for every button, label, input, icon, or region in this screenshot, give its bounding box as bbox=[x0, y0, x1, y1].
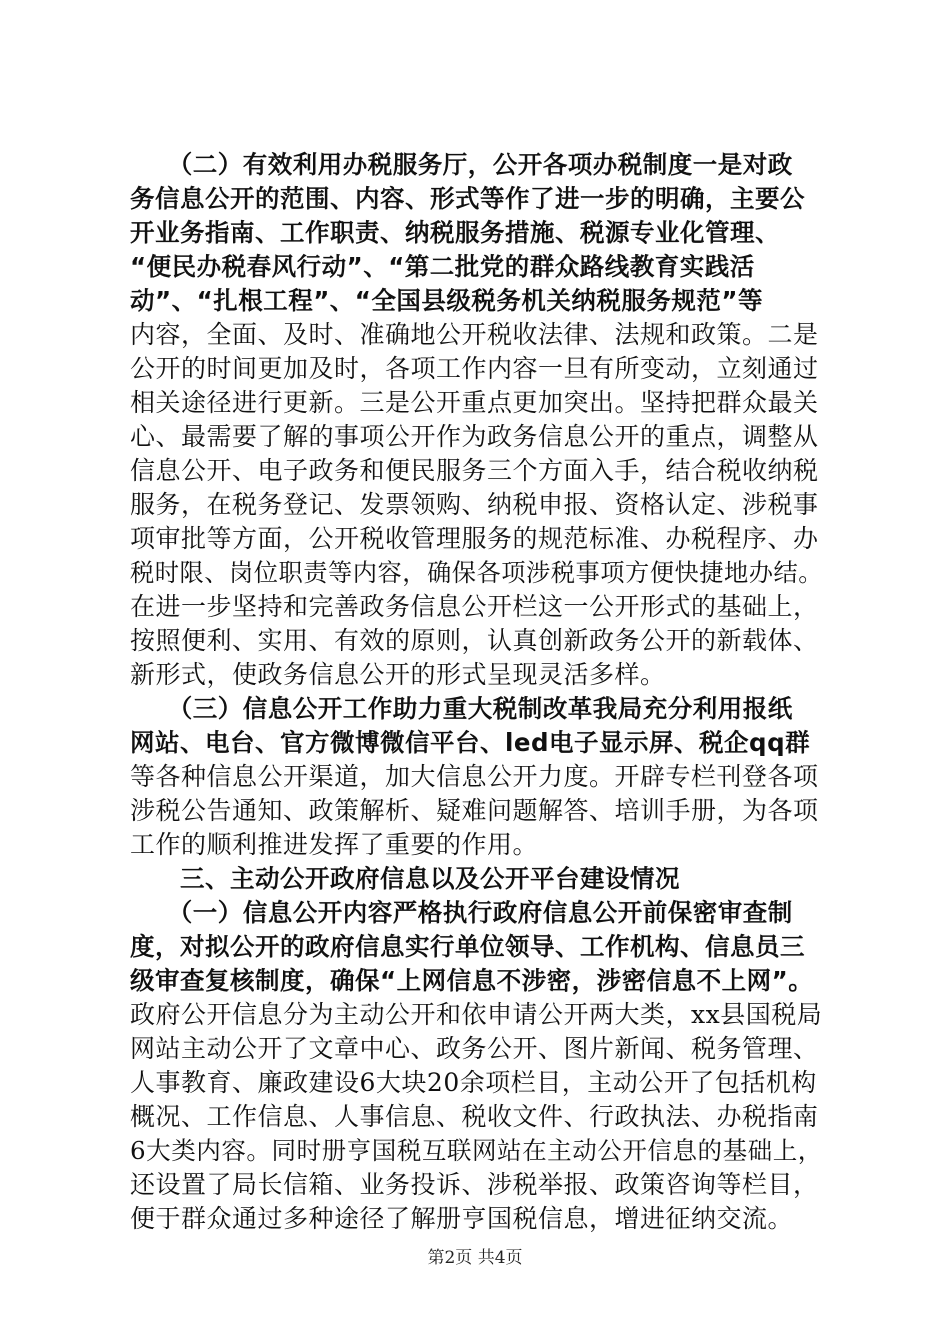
text-line: 相关途径进行更新。三是公开重点更加突出。坚持把群众最关 bbox=[130, 388, 819, 417]
text-line: 涉税公告通知、政策解析、疑难问题解答、培训手册，为各项 bbox=[130, 796, 819, 825]
text-line: （一）信息公开内容严格执行政府信息公开前保密审查制 bbox=[130, 898, 793, 927]
text-line: 等各种信息公开渠道，加大信息公开力度。开辟专栏刊登各项 bbox=[130, 762, 819, 791]
text-line: 6大类内容。同时册亨国税互联网站在主动公开信息的基础上， bbox=[130, 1136, 823, 1165]
text-line: 便于群众通过多种途径了解册亨国税信息，增进征纳交流。 bbox=[130, 1204, 794, 1233]
text-line: 务信息公开的范围、内容、形式等作了进一步的明确，主要公 bbox=[130, 184, 805, 213]
text-line: 内容，全面、及时、准确地公开税收法律、法规和政策。二是 bbox=[130, 320, 819, 349]
text-line: 政府公开信息分为主动公开和依申请公开两大类，xx县国税局 bbox=[130, 1000, 823, 1029]
text-line: 三、主动公开政府信息以及公开平台建设情况 bbox=[130, 864, 680, 893]
text-line: 信息公开、电子政务和便民服务三个方面入手，结合税收纳税 bbox=[130, 456, 819, 485]
document-body bbox=[130, 148, 830, 1236]
text-line: 还设置了局长信箱、业务投诉、涉税举报、政策咨询等栏目， bbox=[130, 1170, 819, 1199]
text-line: 新形式，使政务信息公开的形式呈现灵活多样。 bbox=[130, 660, 666, 689]
text-line: 按照便利、实用、有效的原则，认真创新政务公开的新载体、 bbox=[130, 626, 819, 655]
text-line: （二）有效利用办税服务厅，公开各项办税制度一是对政 bbox=[130, 150, 793, 179]
text-line: 心、最需要了解的事项公开作为政务信息公开的重点，调整从 bbox=[130, 422, 819, 451]
text-line: 在进一步坚持和完善政务信息公开栏这一公开形式的基础上， bbox=[130, 592, 819, 621]
text-line: 概况、工作信息、人事信息、税收文件、行政执法、办税指南 bbox=[130, 1102, 819, 1131]
text-line: 动”、“扎根工程”、“全国县级税务机关纳税服务规范”等 bbox=[130, 286, 764, 315]
text-line: “便民办税春风行动”、“第二批党的群众路线教育实践活 bbox=[130, 252, 755, 281]
text-line: 级审查复核制度，确保“上网信息不涉密，涉密信息不上网”。 bbox=[130, 966, 814, 995]
text-line: （三）信息公开工作助力重大税制改革我局充分利用报纸 bbox=[130, 694, 793, 723]
text-line: 工作的顺利推进发挥了重要的作用。 bbox=[130, 830, 539, 859]
text-line: 公开的时间更加及时，各项工作内容一旦有所变动，立刻通过 bbox=[130, 354, 819, 383]
text-line: 网站、电台、官方微博微信平台、led电子显示屏、税企qq群 bbox=[130, 728, 811, 757]
text-line: 服务，在税务登记、发票领购、纳税申报、资格认定、涉税事 bbox=[130, 490, 819, 519]
text-line: 税时限、岗位职责等内容，确保各项涉税事项方便快捷地办结。 bbox=[130, 558, 824, 587]
text-line: 度，对拟公开的政府信息实行单位领导、工作机构、信息员三 bbox=[130, 932, 805, 961]
text-line: 网站主动公开了文章中心、政务公开、图片新闻、税务管理、 bbox=[130, 1034, 819, 1063]
text-line: 项审批等方面，公开税收管理服务的规范标准、办税程序、办 bbox=[130, 524, 819, 553]
page-footer: 第2页 共4页 bbox=[427, 1248, 523, 1268]
text-line: 人事教育、廉政建设6大块20余项栏目，主动公开了包括机构 bbox=[130, 1068, 817, 1097]
text-line: 开业务指南、工作职责、纳税服务措施、税源专业化管理、 bbox=[130, 218, 780, 247]
